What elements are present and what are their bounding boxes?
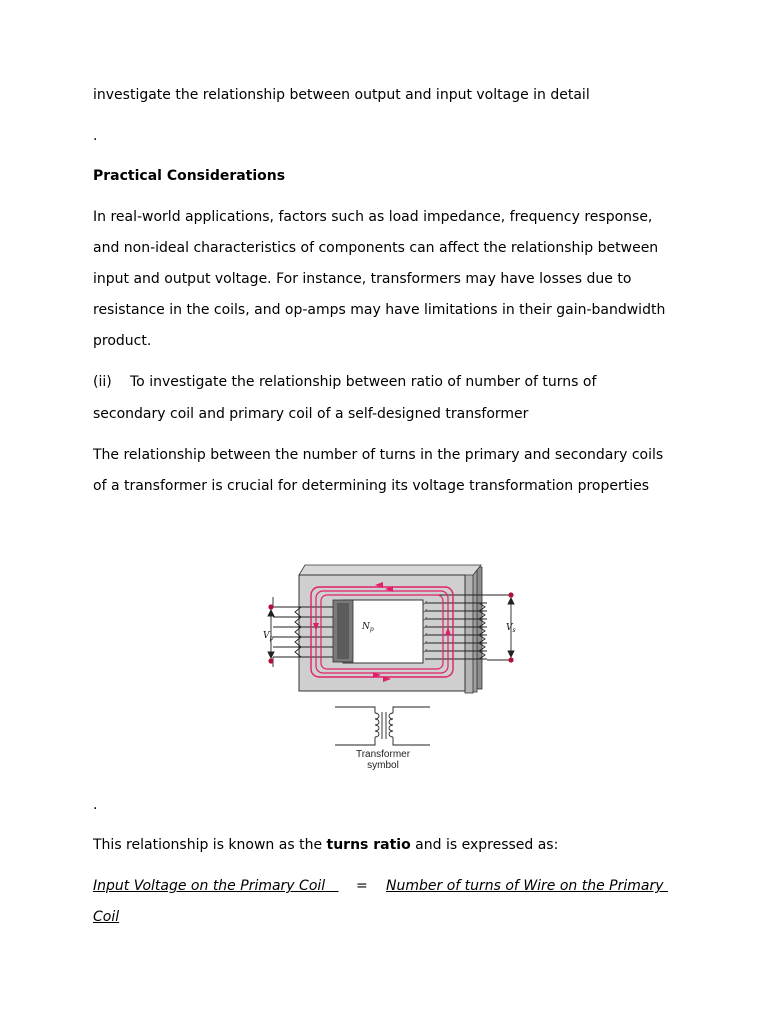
dot-separator: . (93, 797, 98, 813)
paragraph-line: The relationship between the number of turns in the primary and secondary coils (93, 447, 664, 463)
equation-right-text: Number of turns of Wire on the Primary (386, 878, 664, 894)
paragraph-line: resistance in the coils, and op-amps may have limitations in their gain-bandwidth (93, 302, 666, 318)
equation-sign: = (356, 878, 368, 894)
svg-text:Vp (263, 631, 274, 642)
np-subscript: p (369, 626, 374, 633)
vs-subscript: s (512, 627, 516, 634)
turns-ratio-term: turns ratio (326, 837, 411, 853)
equation-right-continued: Coil (93, 909, 120, 925)
paragraph-line: investigate the relationship between output and input voltage in detail (93, 87, 590, 103)
transformer-diagram (215, 555, 545, 775)
symbol-caption-line2: symbol (367, 760, 399, 771)
paragraph-line: product. (93, 333, 152, 349)
section-heading: Practical Considerations (93, 168, 286, 184)
core-window (343, 600, 423, 663)
list-item-text: To investigate the relationship between ratio of number of turns of (130, 374, 597, 390)
svg-text:Vs (506, 623, 516, 634)
dot-separator: . (93, 128, 98, 144)
vs-label: V (506, 623, 513, 633)
sentence-end: and is expressed as: (410, 837, 559, 853)
sentence-start: This relationship is known as the (93, 837, 327, 853)
symbol-caption-line1: Transformer (355, 749, 411, 760)
np-label: N (362, 622, 370, 632)
paragraph-line: In real-world applications, factors such as load impedance, frequency response, (93, 209, 653, 225)
paragraph-line: and non-ideal characteristics of components can affect the relationship between (93, 240, 659, 256)
transformer-symbol-icon (335, 707, 430, 745)
turns-ratio-sentence (93, 836, 558, 854)
vp-subscript: p (269, 635, 274, 642)
vp-label: V (263, 631, 270, 641)
list-marker: (ii) (93, 374, 112, 390)
equation-left (93, 877, 339, 895)
equation-left-text: Input Voltage on the Primary Coil (93, 878, 326, 894)
paragraph-line: input and output voltage. For instance, transformers may have losses due to (93, 271, 632, 287)
paragraph-line: of a transformer is crucial for determining its voltage transformation properties (93, 478, 650, 494)
equation-right (386, 877, 668, 895)
list-item-text: secondary coil and primary coil of a self-designed transformer (93, 406, 529, 422)
